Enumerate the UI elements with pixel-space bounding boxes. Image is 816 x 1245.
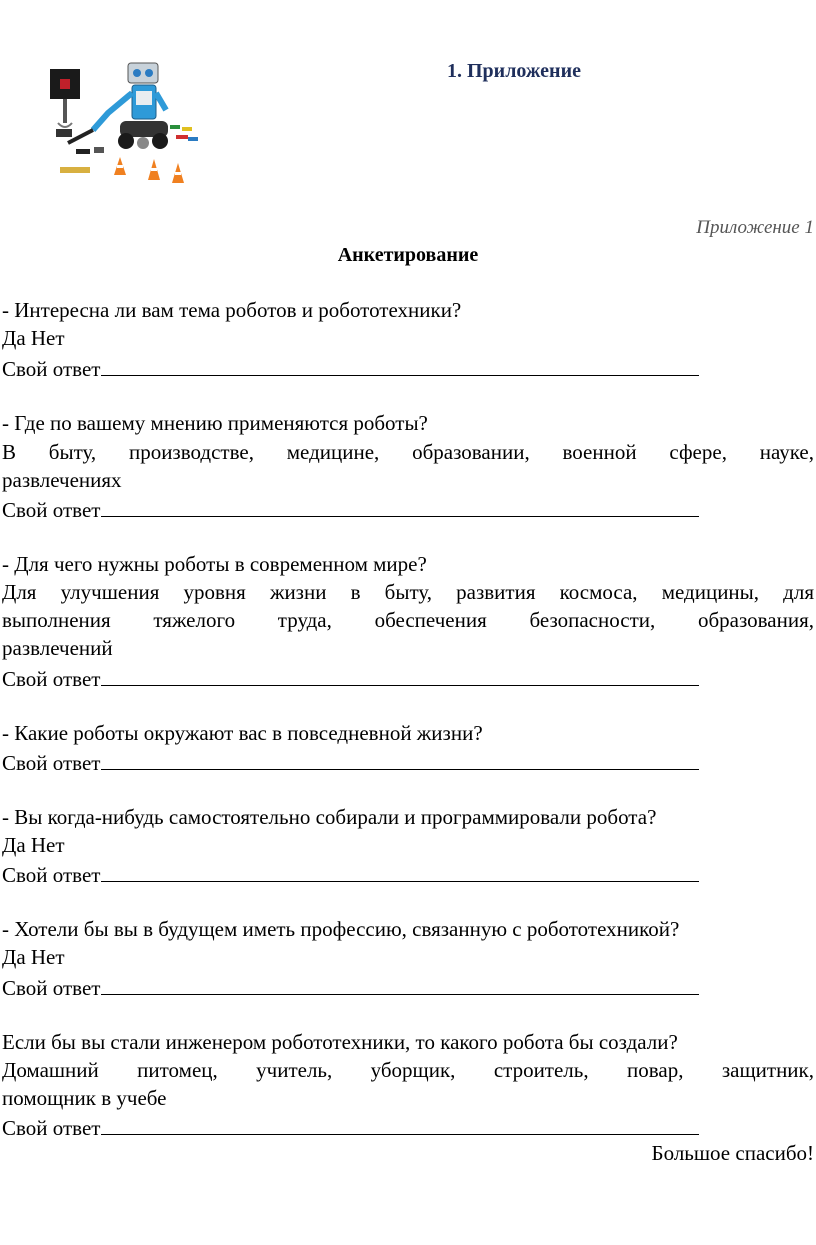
robot-kit-icon [48, 55, 203, 190]
question-3-options-line-1: Для улучшения уровня жизни в быту, развития космоса, медицины, для [2, 580, 814, 604]
question-1-answer[interactable] [2, 353, 699, 383]
answer-label: Свой ответ [2, 976, 101, 1000]
question-7: Если бы вы стали инженером робототехники, то какого робота бы создали? [2, 1030, 678, 1054]
question-4: - Какие роботы окружают вас в повседневной жизни? [2, 721, 483, 745]
question-3-answer[interactable] [2, 663, 699, 693]
answer-label: Свой ответ [2, 1116, 101, 1140]
question-3: - Для чего нужны роботы в современном мире? [2, 552, 427, 576]
question-6-options: Да Нет [2, 945, 65, 969]
question-3-options-line-2: выполнения тяжелого труда, обеспечения безопасности, образования, [2, 608, 814, 632]
answer-label: Свой ответ [2, 667, 101, 691]
answer-label: Свой ответ [2, 357, 101, 381]
question-6: - Хотели бы вы в будущем иметь профессию, связанную с робототехникой? [2, 917, 680, 941]
answer-blank[interactable] [101, 353, 699, 376]
appendix-label: Приложение 1 [696, 217, 814, 238]
question-2-options-line-1: В быту, производстве, медицине, образовании, военной сфере, науке, [2, 440, 814, 464]
question-7-options-line-1: Домашний питомец, учитель, уборщик, строитель, повар, защитник, [2, 1058, 814, 1082]
survey-title: Анкетирование [337, 244, 479, 266]
question-1: - Интересна ли вам тема роботов и робототехники? [2, 298, 462, 322]
question-4-answer[interactable] [2, 747, 699, 777]
section-heading: 1. Приложение [447, 60, 581, 82]
question-5: - Вы когда-нибудь самостоятельно собирали и программировали робота? [2, 805, 657, 829]
answer-blank[interactable] [101, 747, 699, 770]
question-5-answer[interactable] [2, 859, 699, 889]
question-5-options: Да Нет [2, 833, 65, 857]
question-1-options: Да Нет [2, 326, 65, 350]
question-2: - Где по вашему мнению применяются роботы? [2, 411, 428, 435]
question-2-options-line-2: развлечениях [2, 468, 122, 492]
question-6-answer[interactable] [2, 972, 699, 1002]
question-7-options-line-2: помощник в учебе [2, 1086, 167, 1110]
question-7-answer[interactable] [2, 1112, 699, 1142]
question-3-options-line-3: развлечений [2, 636, 113, 660]
answer-blank[interactable] [101, 494, 699, 517]
thanks-text: Большое спасибо! [651, 1141, 814, 1165]
answer-blank[interactable] [101, 1112, 699, 1135]
answer-label: Свой ответ [2, 863, 101, 887]
answer-label: Свой ответ [2, 751, 101, 775]
answer-label: Свой ответ [2, 498, 101, 522]
question-2-answer[interactable] [2, 494, 699, 524]
answer-blank[interactable] [101, 972, 699, 995]
answer-blank[interactable] [101, 859, 699, 882]
answer-blank[interactable] [101, 663, 699, 686]
